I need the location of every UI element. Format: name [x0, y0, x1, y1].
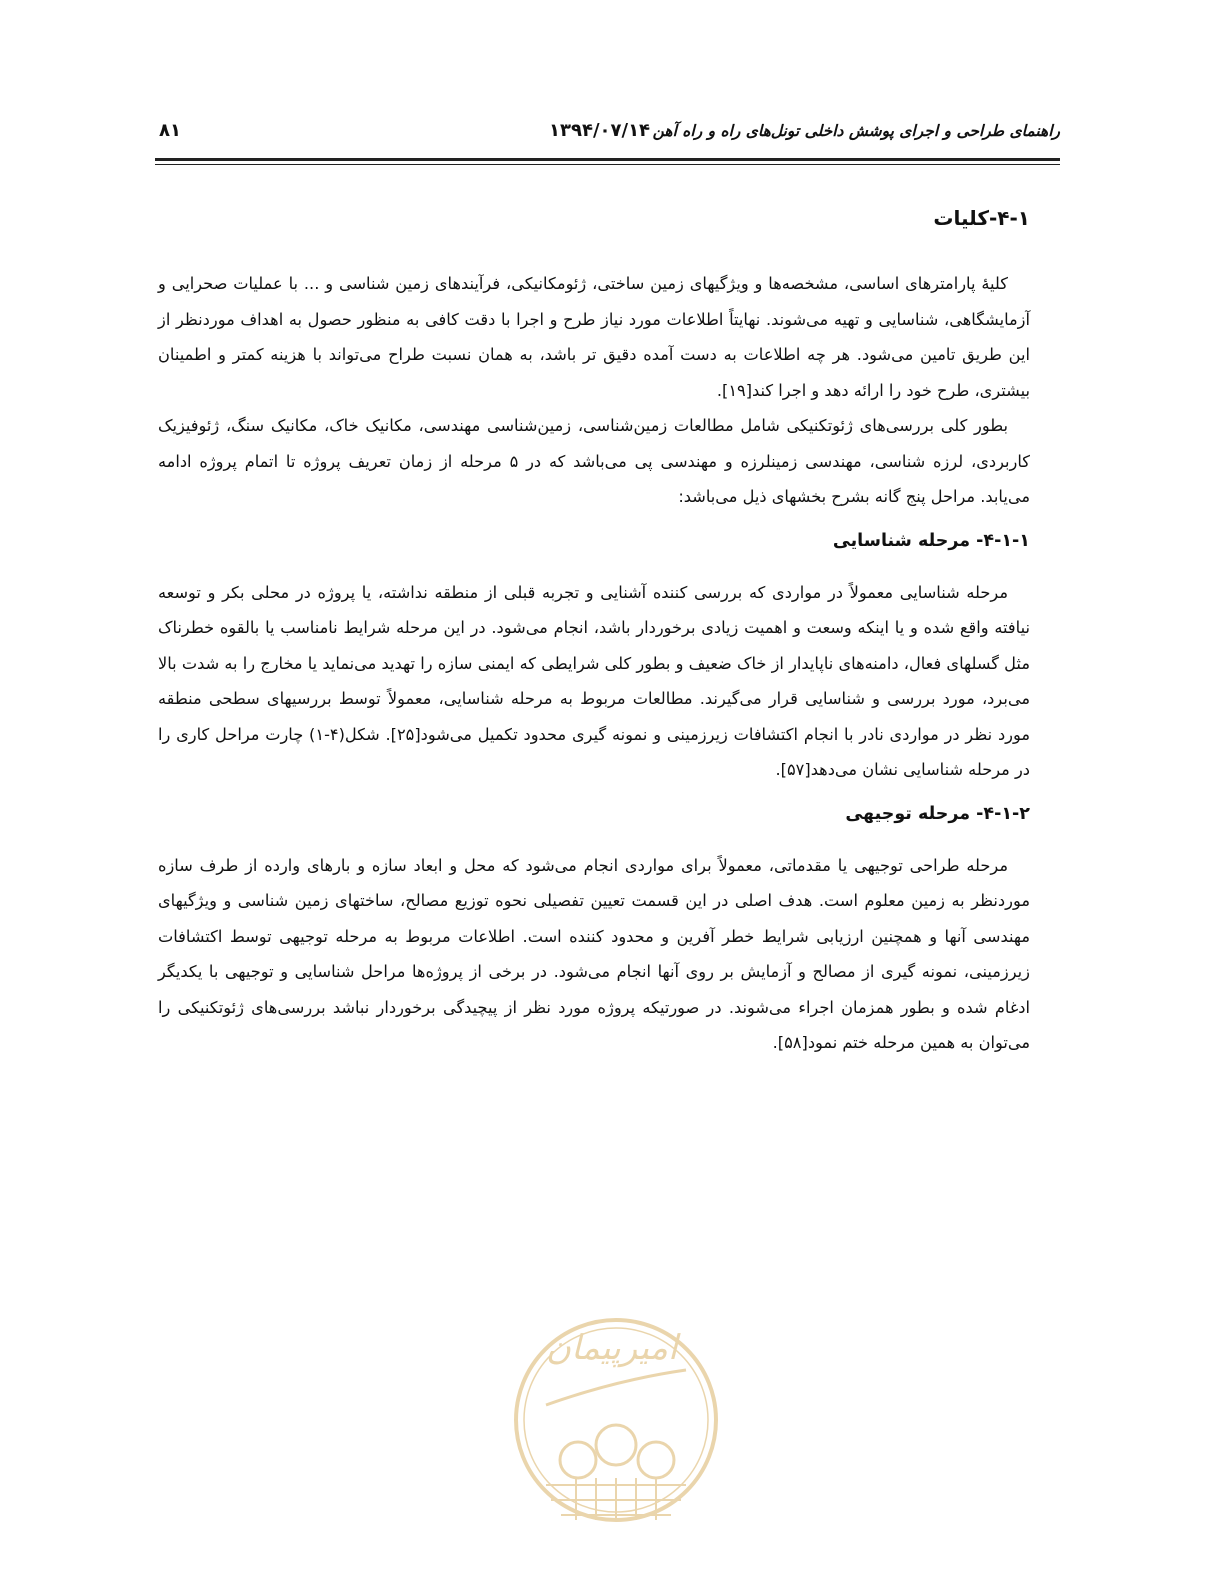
header-date: ۱۳۹۴/۰۷/۱۴ [549, 120, 651, 141]
header-rule-thick [155, 158, 1060, 161]
paragraph: بطور کلی بررسی‌های ژئوتکنیکی شامل مطالعات زمین‌شناسی، زمین‌شناسی مهندسی، مکانیک خاک، مکانیک سنگ، ژئوفیزیک کاربردی، لرزه شناسی، مهندسی زمینلرزه و مهندسی پی می‌باشد که در ۵ مرحله از زمان تعریف پروژه تا اتمام پروژه ادامه می‌یابد. مراحل پنج گانه بشرح بخشهای ذیل می‌باشد: [158, 416, 1030, 506]
body-content [158, 198, 1030, 1061]
paragraph: کلیهٔ پارامترهای اساسی، مشخصه‌ها و ویژگیهای زمین ساختی، ژئومکانیکی، فرآیندهای زمین شناسی و ... با عملیات صحرایی و آزمایشگاهی، شناسایی و تهیه می‌شوند. نهایتاً اطلاعات مورد نیاز طرح و اجرا با دقت کافی به منظور حصول به اهداف موردنظر از این طریق تامین می‌شود. هر چه اطلاعات به دست آمده دقیق تر باشد، به همان نسبت طراح می‌تواند با هزینه کمتر و اطمینان بیشتری، طرح خود را ارائه دهد و اجرا کند[۱۹]. [158, 274, 1030, 400]
section-heading: ۴-۱-کلیات [933, 206, 1030, 230]
header-title: راهنمای طراحی و اجرای پوشش داخلی تونل‌های راه و راه آهن [652, 122, 1060, 140]
watermark-logo [506, 1310, 726, 1584]
page-header [155, 118, 1060, 152]
subsection-heading: ۴-۱-۲- مرحله توجیهی [845, 803, 1030, 824]
header-rule-thin [155, 164, 1060, 165]
watermark-text: امیرپیمان [546, 1328, 678, 1368]
page-number: ۸۱ [159, 120, 181, 141]
subsection-heading: ۴-۱-۱- مرحله شناسایی [832, 530, 1030, 551]
paragraph: مرحله شناسایی معمولاً در مواردی که بررسی کننده آشنایی و تجربه قبلی از منطقه نداشته، یا پروژه در محلی بکر و توسعه نیافته واقع شده و یا اینکه وسعت و اهمیت زیادی برخوردار باشد، انجام می‌شود. در این مرحله شرایط نامناسب یا بالقوه خطرناک مثل گسلهای فعال، دامنه‌های ناپایدار از خاک ضعیف و بطور کلی شرایطی که ایمنی سازه را تهدید می‌نماید یا مخارج را به شدت بالا می‌برد، مورد بررسی و شناسایی قرار می‌گیرند. مطالعات مربوط به مرحله شناسایی، معمولاً توسط بررسیهای سطحی منطقه مورد نظر در مواردی نادر با انجام اکتشافات زیرزمینی و نمونه گیری محدود تکمیل می‌شود[۲۵]. شکل(۴-۱) چارت مراحل کاری را در مرحله شناسایی نشان می‌دهد[۵۷]. [158, 582, 1031, 779]
paragraph: مرحله طراحی توجیهی یا مقدماتی، معمولاً برای مواردی انجام می‌شود که محل و ابعاد سازه و بارهای وارده از طرف سازه موردنظر به زمین معلوم است. هدف اصلی در این قسمت تعیین تفصیلی نحوه توزیع مصالح، ساختهای زمین شناسی و ویژگیهای مهندسی آنها و همچنین ارزیابی شرایط خطر آفرین و محدود کننده است. اطلاعات مربوط به مرحله توجیهی توسط اکتشافات زیرزمینی، نمونه گیری از مصالح و آزمایش بر روی آنها انجام می‌شود. در برخی از پروژه‌ها مراحل شناسایی و توجیهی با یکدیگر ادغام شده و بطور همزمان اجراء می‌شوند. در صورتیکه پروژه مورد نظر از پیچیدگی برخوردار نباشد بررسی‌های ژئوتکنیکی را می‌توان به همین مرحله ختم نمود[۵۸]. [158, 855, 1030, 1052]
